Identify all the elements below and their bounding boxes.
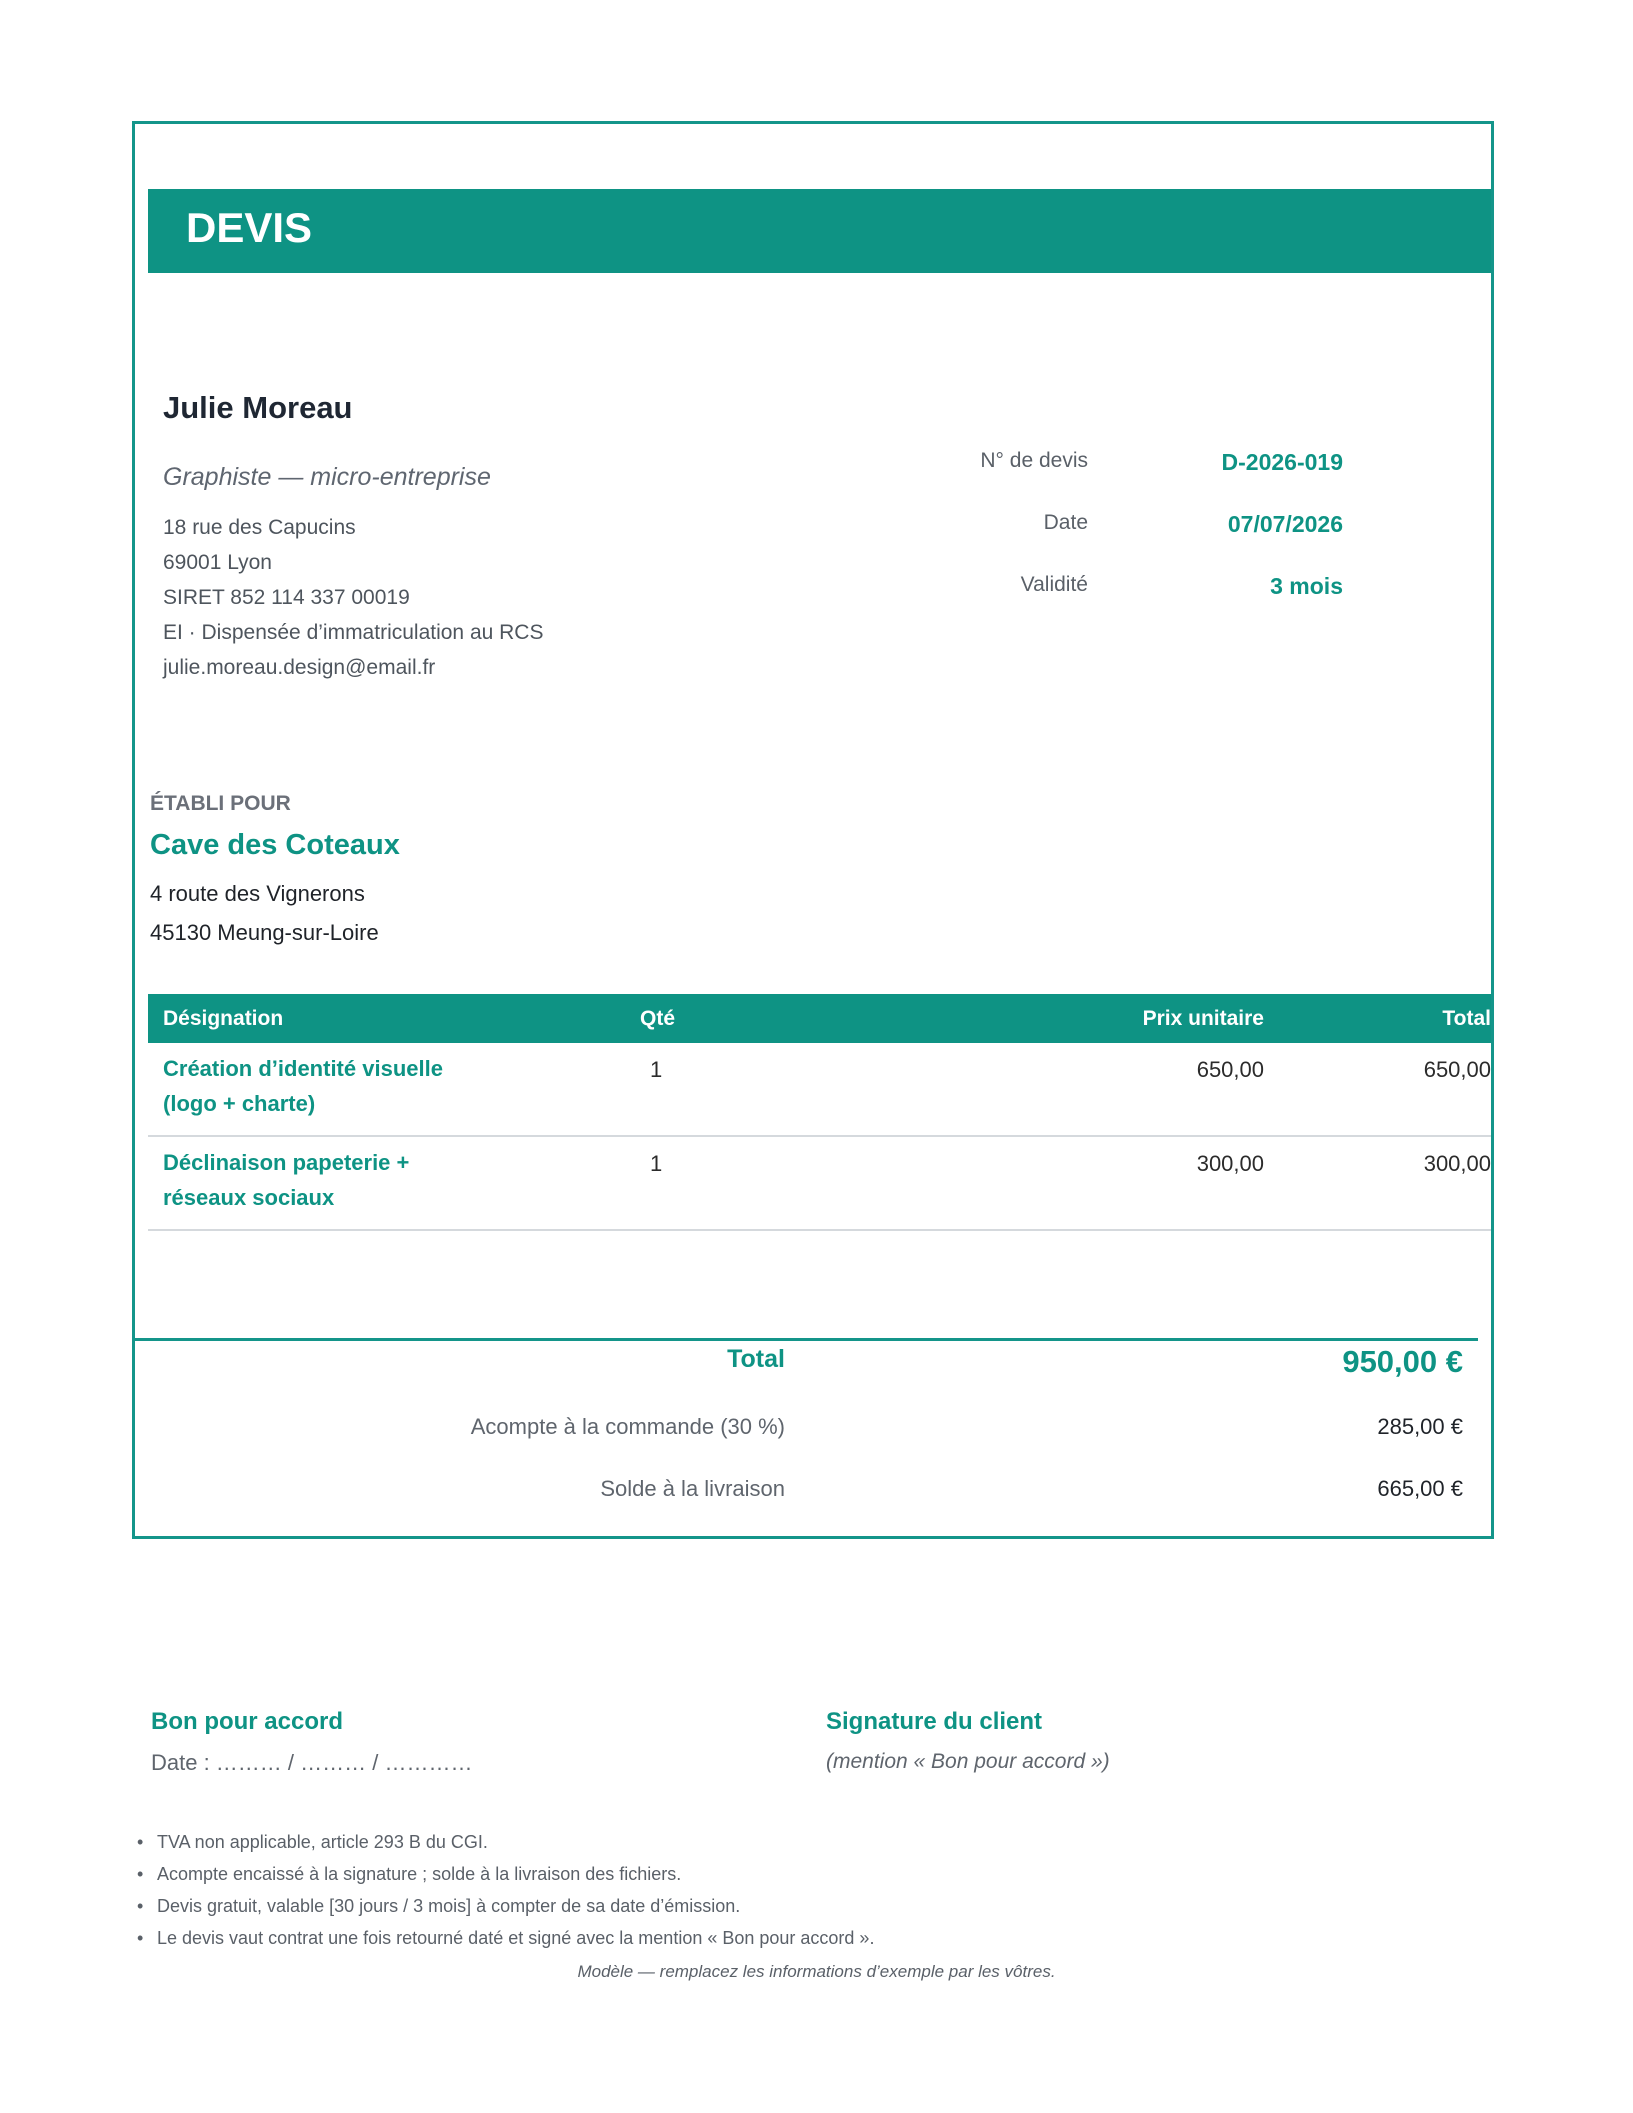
sender-address-line1: 18 rue des Capucins bbox=[163, 516, 356, 539]
row-total: 300,00 bbox=[1423, 1151, 1491, 1176]
sender-status: EI · Dispensée d’immatriculation au RCS bbox=[163, 621, 544, 644]
row-qty: 1 bbox=[650, 1151, 663, 1176]
deposit-label: Acompte à la commande (30 %) bbox=[470, 1414, 785, 1439]
validity-value: 3 mois bbox=[1270, 573, 1343, 599]
balance-value: 665,00 € bbox=[1377, 1476, 1463, 1501]
row-unit-price: 650,00 bbox=[1196, 1057, 1264, 1082]
client-address-line1: 4 route des Vignerons bbox=[150, 881, 365, 906]
total-label: Total bbox=[727, 1345, 785, 1373]
sender-name: Julie Moreau bbox=[163, 390, 353, 425]
title-banner bbox=[148, 189, 1491, 273]
agreement-title: Bon pour accord bbox=[151, 1708, 344, 1735]
validity-label: Validité bbox=[1020, 573, 1088, 596]
header-unit-price: Prix unitaire bbox=[1142, 1007, 1264, 1030]
client-kicker: ÉTABLI POUR bbox=[150, 792, 291, 815]
balance-label: Solde à la livraison bbox=[600, 1476, 785, 1501]
total-divider bbox=[134, 1338, 1478, 1341]
terms-notes bbox=[137, 1826, 874, 1954]
agreement-date-line: Date : ……… / ……… / ………… bbox=[151, 1750, 473, 1775]
sender-details bbox=[163, 510, 543, 685]
date-label: Date bbox=[1043, 511, 1088, 534]
row-total: 650,00 bbox=[1423, 1057, 1491, 1082]
sender-email: julie.moreau.design@email.fr bbox=[163, 656, 436, 679]
note-item: • Devis gratuit, valable [30 jours / 3 mois] à compter de sa date d’émission. bbox=[137, 1890, 874, 1922]
header-designation: Désignation bbox=[163, 1007, 284, 1030]
table-header bbox=[148, 994, 1491, 1043]
table-row bbox=[148, 1137, 1491, 1231]
header-qty: Qté bbox=[640, 1007, 676, 1030]
date-value: 07/07/2026 bbox=[1227, 511, 1343, 537]
row-qty: 1 bbox=[650, 1057, 663, 1082]
deposit-value: 285,00 € bbox=[1377, 1414, 1463, 1439]
signature-mention: (mention « Bon pour accord ») bbox=[826, 1750, 1110, 1773]
sender-role: Graphiste — micro-entreprise bbox=[163, 463, 491, 491]
row-designation: Déclinaison papeterie + réseaux sociaux bbox=[163, 1150, 410, 1210]
note-item: • Acompte encaissé à la signature ; solde à la livraison des fichiers. bbox=[137, 1858, 874, 1890]
header-total: Total bbox=[1442, 1007, 1491, 1030]
template-footer-note: Modèle — remplacez les informations d’exemple par les vôtres. bbox=[577, 1962, 1056, 1981]
row-designation: Création d’identité visuelle (logo + charte) bbox=[163, 1056, 443, 1116]
client-address bbox=[150, 874, 379, 952]
quote-number-label: N° de devis bbox=[980, 449, 1088, 472]
sender-address-line2: 69001 Lyon bbox=[163, 551, 272, 574]
total-value: 950,00 € bbox=[1342, 1344, 1463, 1379]
sender-siret: SIRET 852 114 337 00019 bbox=[163, 586, 410, 609]
note-item: • Le devis vaut contrat une fois retourné daté et signé avec la mention « Bon pour accord ». bbox=[137, 1922, 874, 1954]
document-title: DEVIS bbox=[186, 204, 313, 251]
client-address-line2: 45130 Meung-sur-Loire bbox=[150, 920, 379, 945]
row-unit-price: 300,00 bbox=[1196, 1151, 1264, 1176]
client-name: Cave des Coteaux bbox=[150, 829, 400, 861]
quote-number-value: D-2026-019 bbox=[1221, 449, 1343, 475]
note-item: • TVA non applicable, article 293 B du CGI. bbox=[137, 1826, 874, 1858]
table-row bbox=[148, 1043, 1491, 1137]
signature-title: Signature du client bbox=[826, 1708, 1043, 1735]
